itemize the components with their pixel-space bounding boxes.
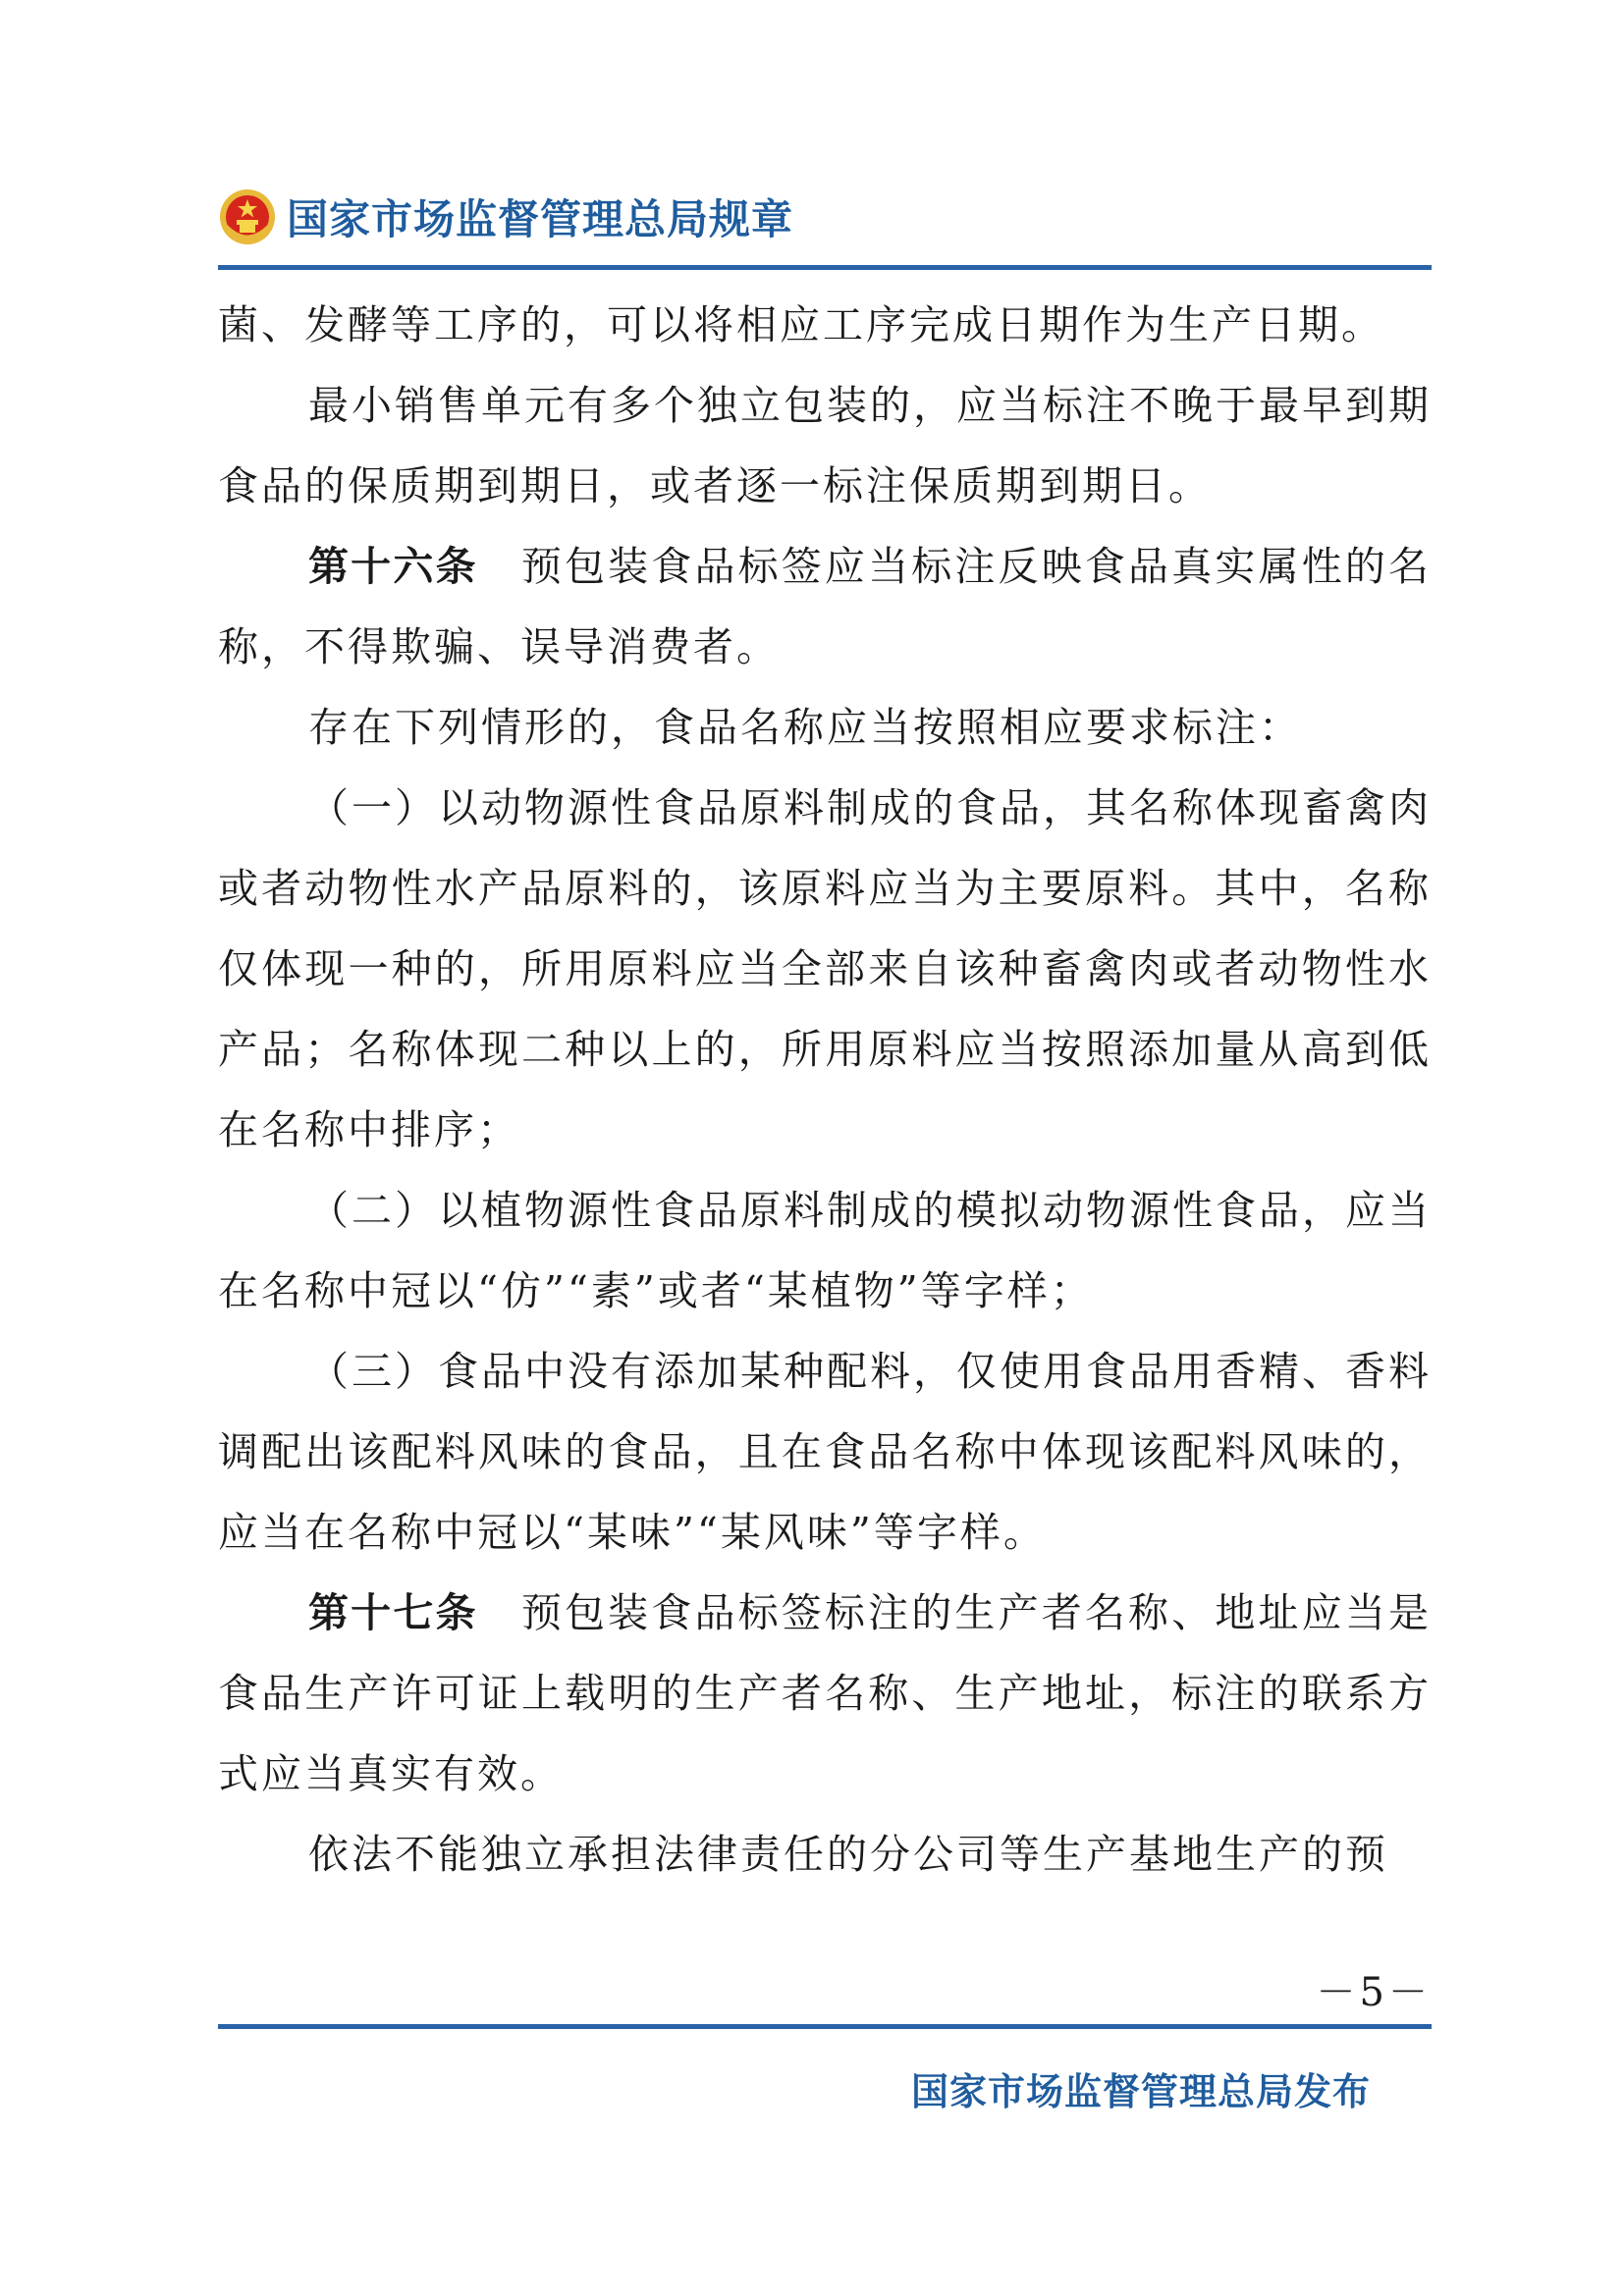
article-number: 第十七条: [308, 1589, 478, 1636]
paragraph: 菌、发酵等工序的，可以将相应工序完成日期作为生产日期。: [218, 301, 1384, 348]
page-number: －5－: [1316, 1970, 1432, 2015]
footer-publisher: 国家市场监督管理总局发布: [910, 2070, 1371, 2113]
list-item: （二）以植物源性食品原料制成的模拟动物源性食品，应当在名称中冠以“仿”“素”或者“某植物”等字样；: [218, 1187, 1432, 1314]
list-item: （一）以动物源性食品原料制成的食品，其名称体现畜禽肉或者动物性水产品原料的，该原料应当为主要原料。其中，名称仅体现一种的，所用原料应当全部来自该种畜禽肉或者动物性水产品；名称体现二种以上的，所用原料应当按照添加量从高到低在名称中排序；: [218, 784, 1432, 1153]
header-title: 国家市场监督管理总局规章: [287, 195, 794, 243]
article-text: 预包装食品标签标注的生产者名称、地址应当是食品生产许可证上载明的生产者名称、生产地址，标注的联系方式应当真实有效。: [218, 1589, 1433, 1797]
article-text: 预包装食品标签应当标注反映食品真实属性的名称，不得欺骗、误导消费者。: [218, 543, 1433, 670]
national-emblem-icon: [218, 187, 277, 246]
paragraph: 最小销售单元有多个独立包装的，应当标注不晚于最早到期食品的保质期到期日，或者逐一标注保质期到期日。: [218, 382, 1432, 509]
list-item: （三）食品中没有添加某种配料，仅使用食品用香精、香料调配出该配料风味的食品，且在食品名称中体现该配料风味的，应当在名称中冠以“某味”“某风味”等字样。: [218, 1348, 1432, 1556]
footer-divider: [218, 2024, 1432, 2029]
article-number: 第十六条: [308, 543, 478, 590]
article-16: [218, 526, 1432, 687]
paragraph: 存在下列情形的，食品名称应当按照相应要求标注：: [308, 704, 1302, 751]
article-17: [218, 1573, 1432, 1814]
paragraph: 依法不能独立承担法律责任的分公司等生产基地生产的预: [308, 1831, 1388, 1878]
page-header: [218, 183, 793, 251]
document-body: [218, 285, 1432, 1895]
header-divider: [218, 265, 1432, 270]
